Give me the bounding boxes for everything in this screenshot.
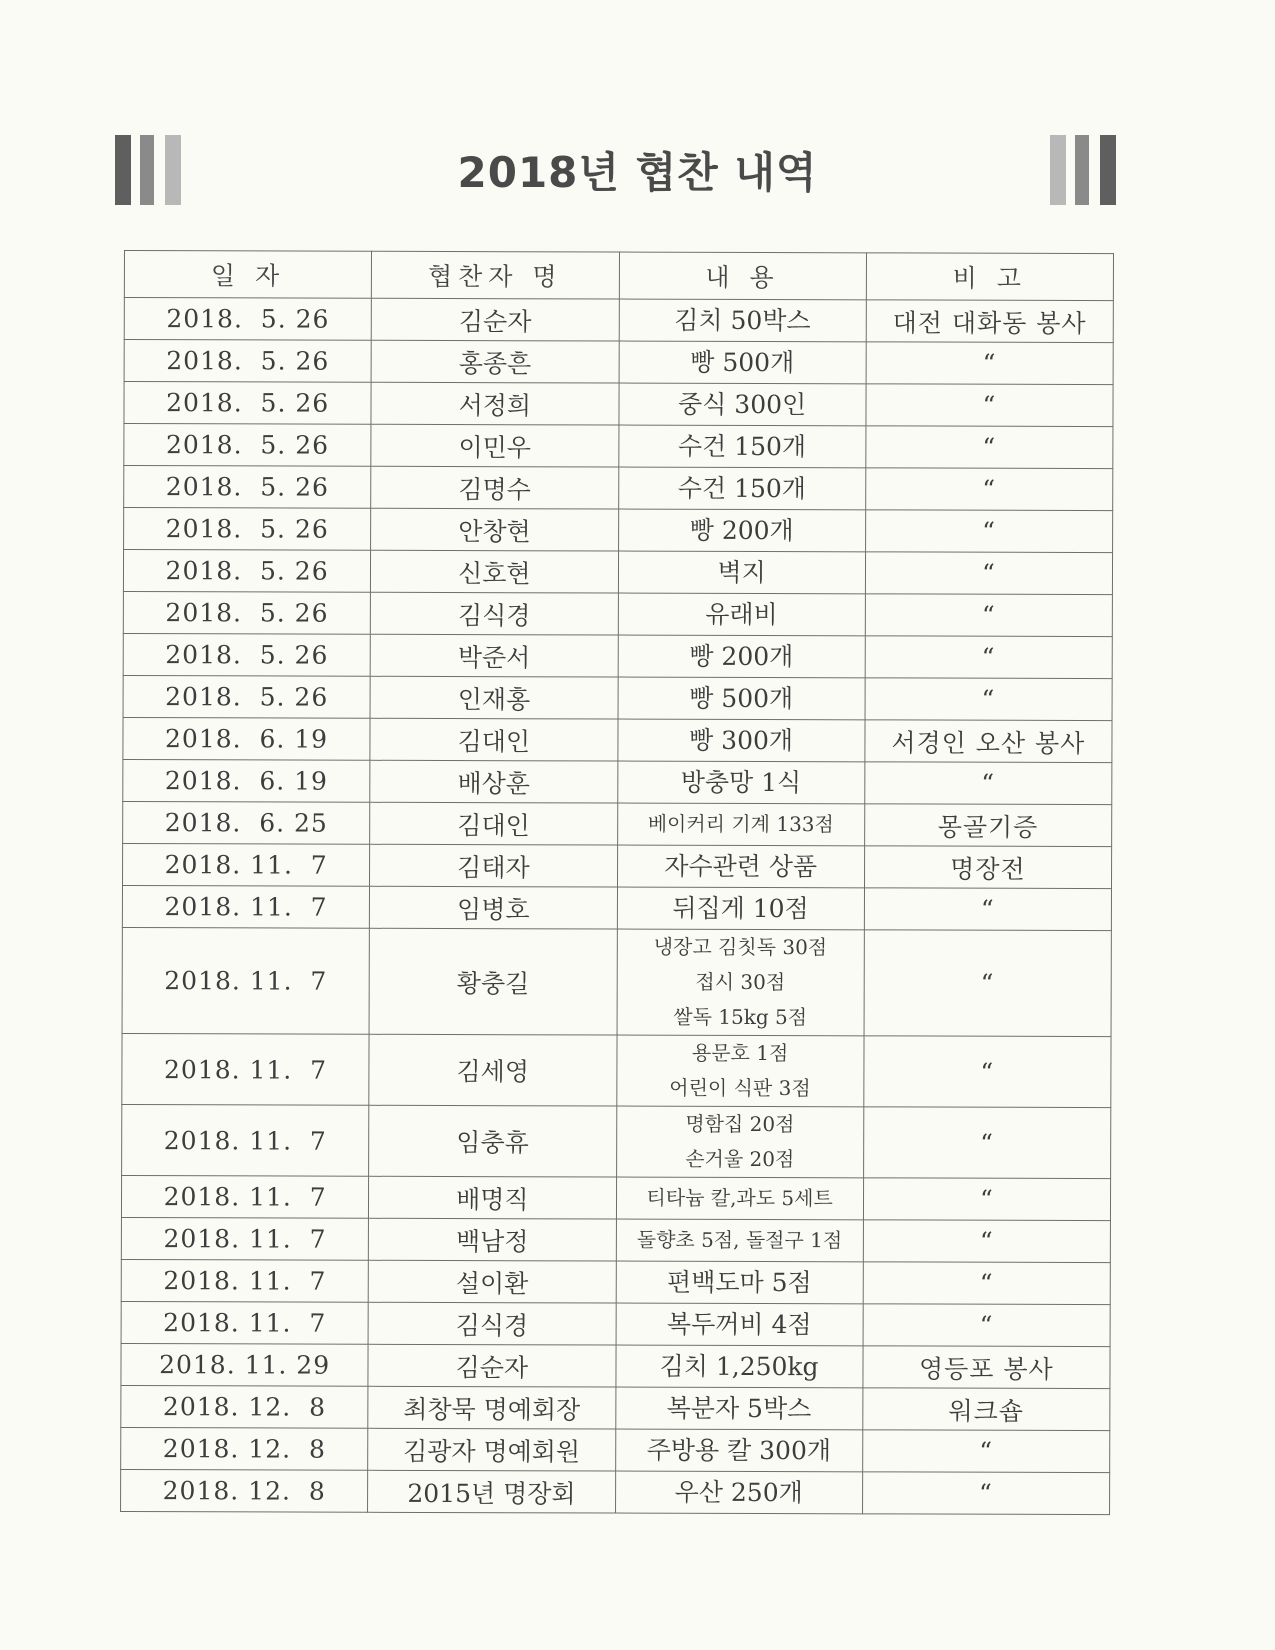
table-row <box>124 382 1113 427</box>
table-row <box>121 1469 1110 1514</box>
ditto-mark: “ <box>865 678 1112 721</box>
cell-content <box>618 425 865 468</box>
cell-content <box>618 635 865 678</box>
cell-content <box>619 299 866 342</box>
cell-content <box>618 677 865 720</box>
ditto-mark: “ <box>863 1262 1110 1305</box>
decoration-bar <box>1075 135 1089 205</box>
cell-sponsor: 김광자 명예회원 <box>368 1428 615 1471</box>
cell-sponsor: 홍종흔 <box>371 340 618 383</box>
content-line: 김치 50박스 <box>674 305 811 336</box>
content-line: 유래비 <box>705 599 778 630</box>
content-line: 벽지 <box>717 557 766 588</box>
cell-content <box>615 1471 862 1514</box>
cell-date: 2018. 5. 26 <box>123 633 370 676</box>
cell-content <box>616 1106 863 1178</box>
cell-note: 대전 대화동 봉사 <box>866 300 1113 343</box>
content-line: 손거울 20점 <box>685 1146 795 1172</box>
cell-date: 2018. 11. 7 <box>121 1301 368 1344</box>
ditto-mark: “ <box>866 384 1113 427</box>
ditto-mark: “ <box>865 636 1112 679</box>
cell-date: 2018. 11. 7 <box>121 1259 368 1302</box>
page-title: 2018년 협찬 내역 <box>457 148 818 197</box>
table-row <box>121 1301 1110 1346</box>
ditto-mark: “ <box>863 1178 1110 1221</box>
cell-sponsor: 김순자 <box>371 298 618 341</box>
ditto-mark: “ <box>863 1107 1110 1179</box>
cell-sponsor: 김식경 <box>371 592 618 635</box>
ditto-mark: “ <box>865 468 1112 511</box>
ditto-mark: “ <box>866 426 1113 469</box>
table-row <box>121 1385 1110 1430</box>
cell-date: 2018. 11. 7 <box>122 1104 369 1176</box>
content-line: 빵 200개 <box>689 515 794 546</box>
table-row <box>124 466 1113 511</box>
content-line: 티타늄 칼,과도 5세트 <box>646 1185 833 1211</box>
table-row <box>124 340 1113 385</box>
cell-content <box>615 1387 862 1430</box>
cell-sponsor: 백남정 <box>369 1218 616 1261</box>
cell-note: 워크숍 <box>863 1388 1110 1431</box>
cell-date: 2018. 11. 7 <box>122 927 370 1034</box>
content-line: 복분자 5박스 <box>666 1393 812 1424</box>
ditto-mark: “ <box>865 552 1112 595</box>
content-line: 돌향초 5점, 돌절구 1점 <box>636 1227 843 1253</box>
cell-date: 2018. 5. 26 <box>124 382 371 425</box>
cell-content <box>618 383 865 426</box>
cell-content <box>619 341 866 384</box>
table-row <box>121 1175 1110 1220</box>
cell-date: 2018. 6. 25 <box>123 801 370 844</box>
content-line: 접시 30점 <box>695 969 786 995</box>
content-line: 용문호 1점 <box>691 1040 789 1066</box>
cell-sponsor: 신호현 <box>371 550 618 593</box>
cell-date: 2018. 12. 8 <box>121 1469 368 1512</box>
content-line: 주방용 칼 300개 <box>646 1435 832 1466</box>
table-row <box>121 1427 1110 1472</box>
cell-date: 2018. 5. 26 <box>124 340 371 383</box>
cell-sponsor: 이민우 <box>371 424 618 467</box>
cell-content <box>617 803 864 846</box>
cell-sponsor: 황충길 <box>369 928 617 1035</box>
cell-content <box>617 929 865 1036</box>
cell-date: 2018. 5. 26 <box>124 424 371 467</box>
ditto-mark: “ <box>864 930 1112 1037</box>
cell-sponsor: 인재홍 <box>370 676 617 719</box>
cell-date: 2018. 11. 7 <box>123 843 370 886</box>
cell-sponsor: 임충휴 <box>369 1105 616 1177</box>
cell-sponsor: 김순자 <box>368 1344 615 1387</box>
cell-date: 2018. 11. 7 <box>122 1033 369 1105</box>
cell-content <box>617 845 864 888</box>
cell-date: 2018. 12. 8 <box>121 1427 368 1470</box>
cell-content <box>616 1219 863 1262</box>
cell-date: 2018. 12. 8 <box>121 1385 368 1428</box>
ditto-mark: “ <box>865 510 1112 553</box>
cell-date: 2018. 11. 29 <box>121 1343 368 1386</box>
ditto-mark: “ <box>864 888 1111 931</box>
content-line: 방충망 1식 <box>680 767 802 798</box>
table-row <box>122 927 1111 1036</box>
cell-sponsor: 2015년 명장회 <box>368 1470 615 1513</box>
cell-content <box>617 761 864 804</box>
cell-date: 2018. 11. 7 <box>121 1217 368 1260</box>
cell-content <box>616 1035 863 1107</box>
ditto-mark: “ <box>866 342 1113 385</box>
ditto-mark: “ <box>864 1036 1111 1108</box>
content-line: 어린이 식판 3점 <box>669 1075 811 1101</box>
cell-sponsor: 김명수 <box>371 466 618 509</box>
content-line: 베이커리 기계 133점 <box>647 811 834 837</box>
table-row <box>122 1033 1111 1107</box>
cell-sponsor: 김태자 <box>370 844 617 887</box>
cell-date: 2018. 5. 26 <box>123 591 370 634</box>
ditto-mark: “ <box>863 1220 1110 1263</box>
table-row <box>123 759 1112 804</box>
table-row <box>123 633 1112 678</box>
table-row <box>124 298 1113 343</box>
cell-content <box>616 1303 863 1346</box>
cell-sponsor: 배상훈 <box>370 760 617 803</box>
cell-note: 몽골기증 <box>864 804 1111 847</box>
table-row <box>121 1217 1110 1262</box>
cell-note: 명장전 <box>864 846 1111 889</box>
table-header-row <box>124 251 1113 301</box>
table-row <box>123 843 1112 888</box>
cell-content <box>616 1177 863 1220</box>
content-line: 복두꺼비 4점 <box>666 1309 812 1340</box>
cell-date: 2018. 11. 7 <box>122 885 369 928</box>
content-line: 수건 150개 <box>677 431 807 462</box>
table-row <box>121 1259 1110 1304</box>
cell-sponsor: 김대인 <box>370 718 617 761</box>
cell-sponsor: 김대인 <box>370 802 617 845</box>
cell-content <box>615 1429 862 1472</box>
cell-sponsor: 김세영 <box>369 1034 616 1106</box>
cell-date: 2018. 5. 26 <box>123 675 370 718</box>
decoration-bar <box>1100 135 1116 205</box>
cell-date: 2018. 6. 19 <box>123 759 370 802</box>
sponsorship-table <box>120 250 1114 1515</box>
cell-sponsor: 김식경 <box>368 1302 615 1345</box>
table-row <box>123 591 1112 636</box>
cell-note: 서경인 오산 봉사 <box>865 720 1112 763</box>
cell-content <box>618 551 865 594</box>
content-line: 쌀독 15kg 5점 <box>673 1004 808 1030</box>
cell-content <box>618 509 865 552</box>
cell-content <box>618 593 865 636</box>
header-date: 일 자 <box>124 251 371 299</box>
cell-sponsor: 박준서 <box>370 634 617 677</box>
table-row <box>123 675 1112 720</box>
table-row <box>122 885 1111 930</box>
content-line: 뒤집게 10점 <box>672 893 809 924</box>
cell-sponsor: 서정희 <box>371 382 618 425</box>
cell-content <box>615 1345 862 1388</box>
content-line: 빵 300개 <box>689 725 794 756</box>
cell-date: 2018. 5. 26 <box>124 466 371 509</box>
ditto-mark: “ <box>863 1304 1110 1347</box>
header-content: 내 용 <box>619 252 866 300</box>
content-line: 중식 300인 <box>678 389 807 420</box>
ditto-mark: “ <box>862 1430 1109 1473</box>
content-line: 냉장고 김칫독 30점 <box>653 934 828 960</box>
header-note: 비 고 <box>866 253 1113 301</box>
cell-content <box>617 887 864 930</box>
cell-note: 영등포 봉사 <box>863 1346 1110 1389</box>
table-row <box>123 550 1112 595</box>
table-row <box>121 1343 1110 1388</box>
header-sponsor: 협찬자 명 <box>372 251 619 299</box>
cell-date: 2018. 5. 26 <box>124 298 371 341</box>
cell-date: 2018. 6. 19 <box>123 717 370 760</box>
cell-sponsor: 설이환 <box>368 1260 615 1303</box>
cell-date: 2018. 5. 26 <box>123 550 370 593</box>
content-line: 명함집 20점 <box>685 1111 795 1137</box>
table-row <box>123 717 1112 762</box>
content-line: 자수관련 상품 <box>664 851 818 882</box>
cell-date: 2018. 5. 26 <box>124 508 371 551</box>
table-row <box>123 801 1112 846</box>
decoration-bar <box>1050 135 1066 205</box>
cell-sponsor: 임병호 <box>370 886 617 929</box>
title-decoration-right <box>1050 135 1125 205</box>
content-line: 김치 1,250kg <box>659 1351 819 1382</box>
content-line: 빵 500개 <box>689 683 794 714</box>
cell-sponsor: 안창현 <box>371 508 618 551</box>
content-line: 우산 250개 <box>674 1477 803 1508</box>
table-body <box>121 298 1114 1515</box>
cell-sponsor: 배명직 <box>369 1176 616 1219</box>
content-line: 편백도마 5점 <box>667 1267 812 1298</box>
content-line: 빵 200개 <box>689 641 794 672</box>
cell-content <box>617 719 864 762</box>
cell-content <box>616 1261 863 1304</box>
ditto-mark: “ <box>862 1472 1109 1515</box>
cell-content <box>618 467 865 510</box>
ditto-mark: “ <box>865 594 1112 637</box>
ditto-mark: “ <box>865 762 1112 805</box>
cell-sponsor: 최창묵 명예회장 <box>368 1386 615 1429</box>
table-row <box>122 1104 1111 1178</box>
cell-date: 2018. 11. 7 <box>121 1175 368 1218</box>
table-row <box>124 508 1113 553</box>
content-line: 빵 500개 <box>690 347 795 378</box>
content-line: 수건 150개 <box>677 473 806 504</box>
table-row <box>124 424 1113 469</box>
